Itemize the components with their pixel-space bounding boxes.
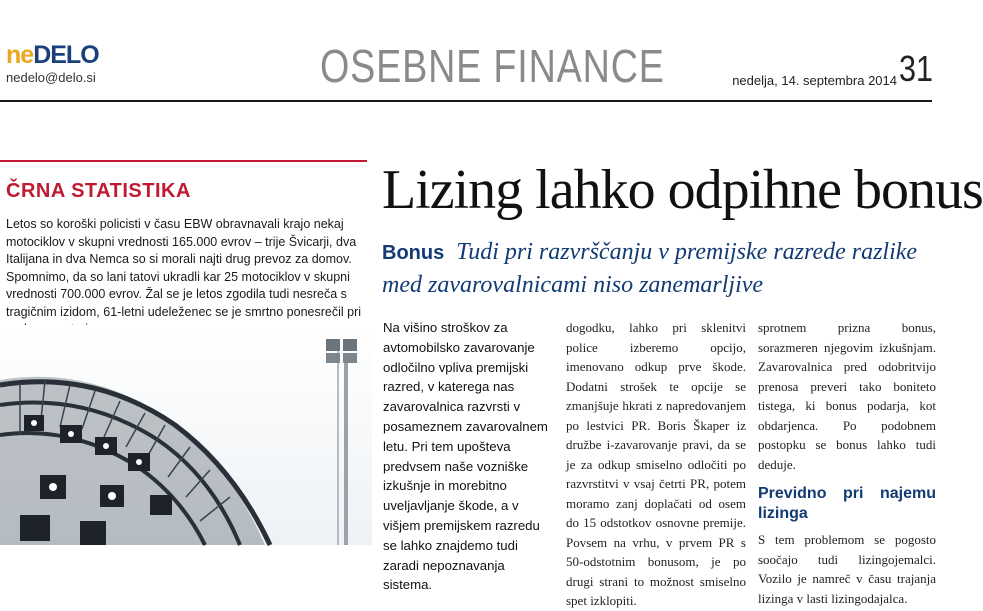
sidebar-rule	[0, 160, 367, 162]
body-paragraph: S tem problemom se pogosto soočajo tudi lizingojemalci. Vozilo je namreč v času trajanja lizinga v lasti lizingodajalca.	[758, 532, 936, 606]
article-column-1	[383, 318, 551, 593]
issue-date: nedelja, 14. septembra 2014	[732, 73, 897, 88]
masthead-rule	[0, 100, 932, 102]
masthead	[0, 0, 983, 120]
logo-delo: DELO	[33, 41, 99, 69]
section-title: OSEBNE FINANCE	[320, 40, 665, 92]
body-paragraph: dogodku, lahko pri sklenitvi police izberemo opcijo, imenovano odkup prve škode. Dodatni strošek te opcije se zmanjšuje hkrati z napredovanjem po lestvici PR. Boris Škaper iz družbe i-zavarovanje pravi, da se je za odkup smiselno odločiti po razvrstitvi v vsaj četrti PR, potem moramo zanj doplačati od osem do 15 odstotkov osnovne premije. Povsem na vrhu, v prvem PR s 50-odstotnim bonusom, je po drugi strani to možnost smiselno spet izklopiti.	[566, 320, 746, 608]
contact-email[interactable]: nedelo@delo.si	[6, 70, 96, 85]
body-paragraph: sprotnem prizna bonus, sorazmeren njegovim izkušnjam. Zavarovalnica pred odobritvijo prenosa preveri tako boniteto tistega, ki bonus podarja, kot obdarjenca. Po podobnem postopku se bonus lahko tudi deduje.	[758, 320, 936, 472]
publication-brand	[6, 42, 99, 85]
article-column-3	[758, 318, 936, 606]
stage-photo	[0, 325, 372, 545]
sidebar-heading: ČRNA STATISTIKA	[6, 180, 191, 202]
deck-kicker: Bonus	[382, 242, 445, 264]
article-subhead: Previdno pri najemu lizinga	[758, 485, 936, 522]
page-number: 31	[898, 48, 933, 89]
article-deck	[382, 236, 942, 301]
stage-lighting-image	[0, 325, 372, 545]
deck-text: Tudi pri razvrščanju v premijske razrede razlike med zavarovalnicami niso zanemarljive	[382, 239, 918, 298]
lead-paragraph: Na višino stroškov za avtomobilsko zavarovanje odločilno vpliva premijski razred, v katerega nas zavarovalnica razvrsti v posameznem zavarovalnem letu. Pri tem upošteva predvsem naše vozniške izkušnje in morebitno uveljavljanje škode, a v višjem premijskem razredu se lahko znajdemo tudi zaradi nepoznavanja sistema.	[383, 320, 548, 593]
logo-ne: ne	[6, 41, 34, 69]
article-headline: Lizing lahko odpihne bonus	[382, 159, 983, 221]
article-column-2	[566, 318, 746, 608]
sidebar-body: Letos so koroški policisti v času EBW obravnavali krajo nekaj motociklov v skupni vrednosti 165.000 evrov – trije Švicarji, dva Italijana in dva Nemca so si morali najti drug prevoz za domov. Spomnimo, da so lani tatovi ukradli kar 25 motociklov v skupni vrednosti 700.000 evrov. Žal se je letos zgodila tudi nesreča s tragičnim izidom, 61-letni udeleženec se je smrtno ponesrečil pri	[6, 217, 362, 319]
nedelo-logo[interactable]	[6, 42, 99, 68]
